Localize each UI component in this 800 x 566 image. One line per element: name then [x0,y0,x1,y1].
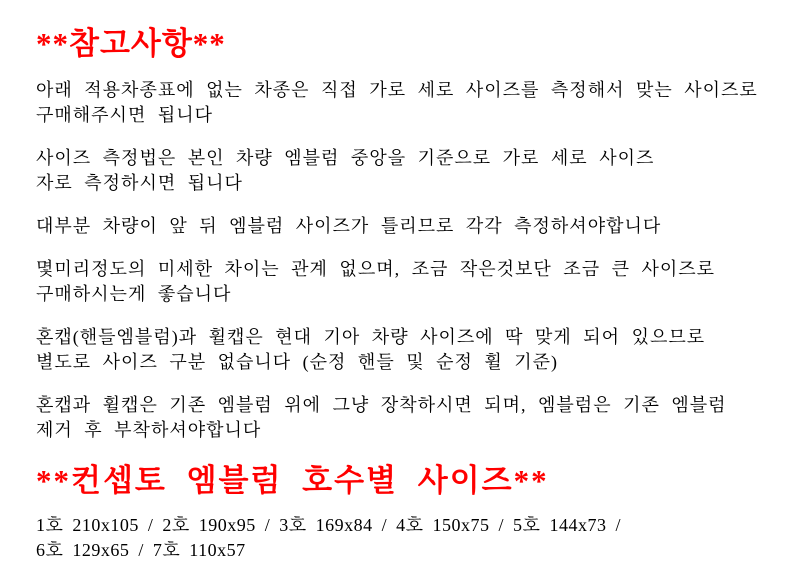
note-paragraph-1 [36,78,780,128]
note-line: 대부분 차량이 앞 뒤 엠블럼 사이즈가 틀리므로 각각 측정하셔야합니다 [36,216,662,236]
size-list-line: 1호 210x105 / 2호 190x95 / 3호 169x84 / 4호 150x75 / 5호 144x73 / [36,515,621,535]
note-line: 제거 후 부착하셔야합니다 [36,420,262,440]
note-line: 혼캡(핸들엠블럼)과 휠캡은 현대 기아 차량 사이즈에 딱 맞게 되어 있으므로 [36,327,706,347]
note-paragraph-3 [36,214,780,239]
note-paragraph-5 [36,325,780,375]
sizes-section-title: **컨셉토 엠블럼 호수별 사이즈** [36,463,549,498]
note-line: 사이즈 측정법은 본인 차량 엠블럼 중앙을 기준으로 가로 세로 사이즈 [36,148,655,168]
size-list-line: 6호 129x65 / 7호 110x57 [36,540,246,560]
note-line: 아래 적용차종표에 없는 차종은 직접 가로 세로 사이즈를 측정해서 맞는 사이즈로 [36,80,758,100]
note-paragraph-2 [36,146,780,196]
note-paragraph-6 [36,393,780,443]
note-line: 구매하시는게 좋습니다 [36,284,232,304]
note-paragraph-4 [36,257,780,307]
size-list [36,513,780,563]
notes-section-title: **참고사항** [36,26,226,61]
note-line: 별도로 사이즈 구분 없습니다 (순정 핸들 및 순정 휠 기준) [36,352,559,372]
note-line: 혼캡과 휠캡은 기존 엠블럼 위에 그냥 장착하시면 되며, 엠블럼은 기존 엠블럼 [36,395,727,415]
note-line: 자로 측정하시면 됩니다 [36,173,243,193]
note-line: 몇미리정도의 미세한 차이는 관계 없으며, 조금 작은것보단 조금 큰 사이즈로 [36,259,716,279]
note-line: 구매해주시면 됩니다 [36,105,213,125]
